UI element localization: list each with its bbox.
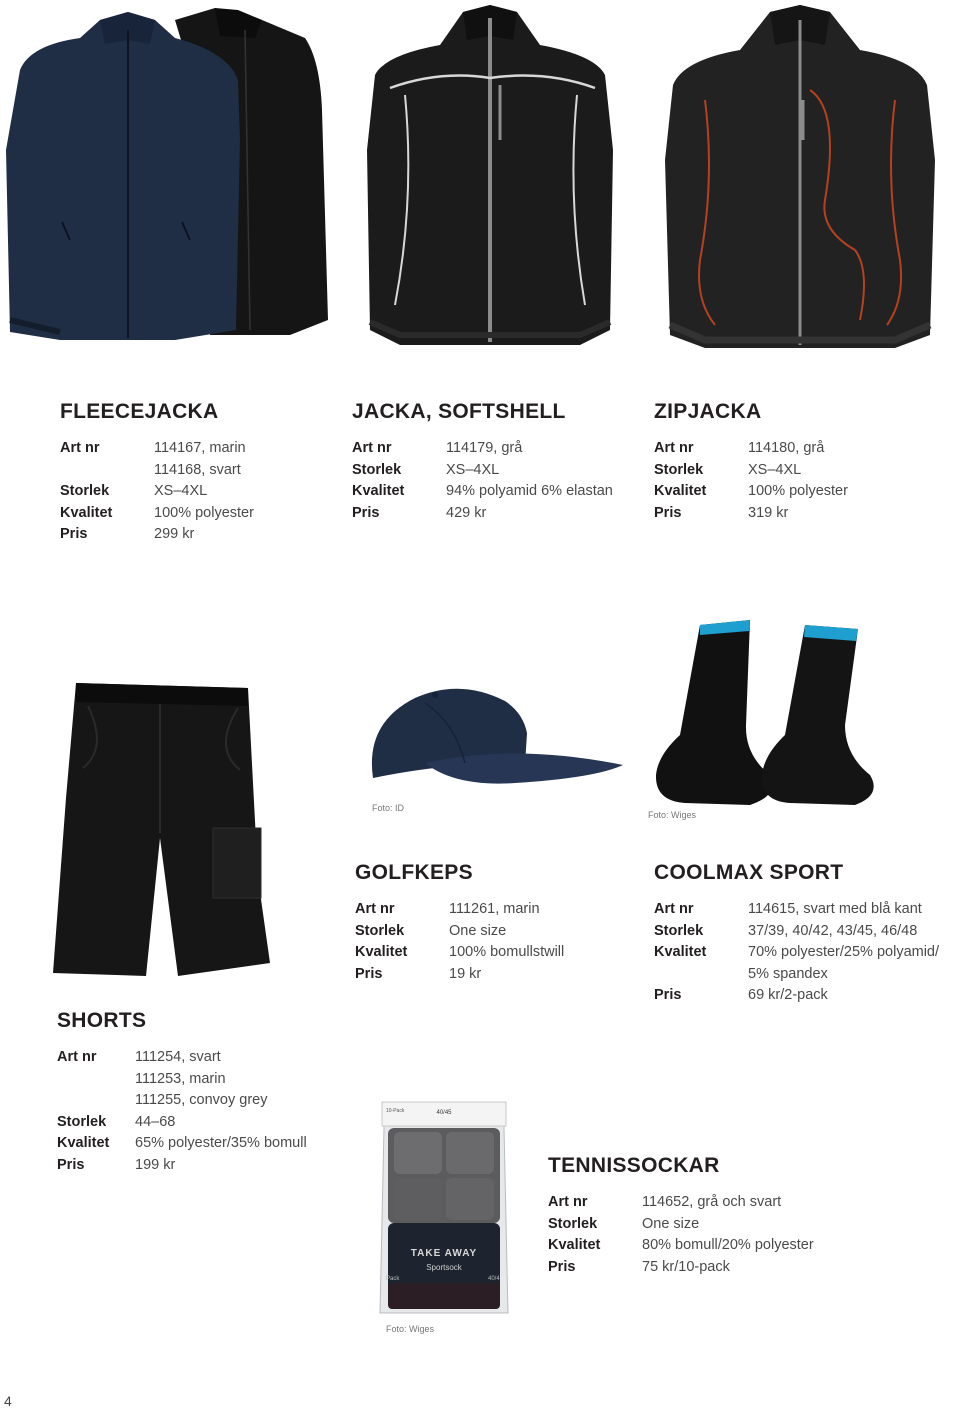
spec-row [355, 942, 564, 964]
product-title: FLEECEJACKA [60, 400, 219, 423]
spec-label [60, 460, 154, 482]
spec-label: Kvalitet [60, 504, 113, 521]
product-title: SHORTS [57, 1009, 147, 1032]
spec-row [654, 503, 848, 525]
product-golfkeps [355, 861, 564, 985]
spec-label: Storlek [548, 1215, 598, 1232]
spec-value: 69 kr/2-pack [748, 987, 828, 1003]
spec-label [57, 1090, 135, 1112]
spec-label: Storlek [57, 1113, 107, 1130]
spec-row [654, 438, 848, 460]
package-corner-top: 40/45 [436, 1110, 452, 1116]
product-fleecejacka [60, 400, 254, 546]
spec-value: 111253, marin [135, 1070, 226, 1087]
package-brand: TAKE AWAY [410, 1248, 478, 1259]
spec-value: One size [642, 1215, 700, 1232]
spec-value: 100% polyester [748, 483, 848, 499]
spec-value: 114167, marin [154, 440, 246, 456]
spec-label: Art nr [654, 901, 694, 917]
spec-row [355, 921, 564, 943]
spec-value: 429 kr [446, 504, 487, 521]
package-corner-bottom-left: Pack [386, 1276, 400, 1282]
spec-value: 37/39, 40/42, 43/45, 46/48 [748, 922, 918, 939]
spec-label: Kvalitet [654, 944, 707, 960]
spec-value: 100% bomullstwill [449, 944, 565, 960]
spec-label [654, 964, 748, 986]
spec-label: Art nr [654, 440, 694, 456]
spec-row [57, 1133, 307, 1155]
spec-row [654, 942, 939, 964]
spec-value: 114168, svart [154, 461, 241, 478]
spec-label: Art nr [352, 440, 392, 456]
photo-credit: Foto: Wiges [648, 810, 697, 820]
spec-value: 114615, svart med blå kant [748, 901, 922, 917]
spec-row [654, 481, 848, 503]
spec-value: 94% polyamid 6% elastan [446, 483, 613, 499]
spec-value: 114179, grå [446, 440, 523, 456]
spec-value: XS–4XL [748, 461, 802, 478]
coolmax-socks-image [650, 615, 882, 810]
spec-row [352, 503, 613, 525]
spec-label: Pris [654, 987, 682, 1003]
spec-value: 299 kr [154, 526, 195, 542]
spec-row [654, 899, 939, 921]
spec-label: Storlek [654, 922, 704, 939]
package-corner-bottom-right: 40/4 [488, 1276, 500, 1282]
spec-row [355, 899, 564, 921]
spec-label: Pris [355, 965, 383, 982]
product-softshell [352, 400, 613, 524]
spec-row [60, 460, 254, 482]
spec-value: 199 kr [135, 1156, 176, 1173]
spec-label: Storlek [355, 922, 405, 939]
product-title: TENNISSOCKAR [548, 1154, 720, 1177]
spec-row [352, 481, 613, 503]
spec-label: Pris [548, 1258, 576, 1275]
spec-label [57, 1069, 135, 1091]
spec-label: Storlek [352, 461, 402, 478]
spec-label: Kvalitet [654, 483, 707, 499]
spec-value: 111254, svart [135, 1049, 221, 1065]
spec-label: Pris [60, 526, 88, 542]
spec-label: Art nr [57, 1049, 97, 1065]
spec-row [355, 964, 564, 986]
spec-row [352, 438, 613, 460]
spec-row [352, 460, 613, 482]
spec-value: 65% polyester/35% bomull [135, 1135, 307, 1151]
spec-label: Art nr [60, 440, 100, 456]
page-number: 4 [4, 1393, 12, 1409]
product-tennissockar [548, 1154, 814, 1278]
spec-row [57, 1090, 307, 1112]
spec-row [57, 1112, 307, 1134]
spec-row [548, 1235, 814, 1257]
spec-value: XS–4XL [154, 483, 208, 499]
tennis-socks-package-image [378, 1098, 510, 1318]
spec-value: 114652, grå och svart [642, 1194, 782, 1210]
spec-row [654, 460, 848, 482]
spec-label: Kvalitet [355, 944, 408, 960]
spec-label: Storlek [654, 461, 704, 478]
spec-value: 100% polyester [154, 504, 254, 521]
spec-label: Art nr [548, 1194, 588, 1210]
spec-value: 319 kr [748, 504, 789, 521]
spec-value: 111261, marin [449, 901, 540, 917]
spec-label: Kvalitet [352, 483, 405, 499]
spec-value: 5% spandex [748, 965, 828, 982]
shorts-image [48, 678, 270, 978]
spec-value: 80% bomull/20% polyester [642, 1237, 814, 1253]
spec-row [548, 1257, 814, 1279]
spec-label: Pris [352, 504, 380, 521]
spec-value: 19 kr [449, 965, 482, 982]
spec-row [548, 1214, 814, 1236]
spec-value: XS–4XL [446, 461, 500, 478]
product-shorts [57, 1009, 307, 1176]
spec-row [548, 1192, 814, 1214]
spec-label: Art nr [355, 901, 395, 917]
product-title: ZIPJACKA [654, 400, 762, 423]
spec-label: Storlek [60, 483, 110, 499]
spec-value: 44–68 [135, 1113, 176, 1130]
spec-row [60, 438, 254, 460]
spec-row [654, 964, 939, 986]
spec-value: 111255, convoy grey [135, 1092, 268, 1108]
spec-label: Pris [57, 1156, 85, 1173]
spec-label: Kvalitet [57, 1135, 110, 1151]
golf-cap-image [365, 683, 625, 793]
spec-label: Kvalitet [548, 1237, 601, 1253]
product-coolmax [654, 861, 939, 1007]
spec-value: 70% polyester/25% polyamid/ [748, 944, 940, 960]
product-title: GOLFKEPS [355, 861, 473, 884]
spec-row [57, 1155, 307, 1177]
photo-credit: Foto: Wiges [386, 1324, 435, 1334]
spec-row [654, 985, 939, 1007]
spec-value: One size [449, 922, 507, 939]
spec-value: 114180, grå [748, 440, 825, 456]
fleece-jacket-image [0, 0, 335, 345]
package-product: Sportsock [426, 1263, 462, 1272]
product-zipjacka [654, 400, 848, 524]
spec-value: 75 kr/10-pack [642, 1258, 730, 1275]
spec-row [57, 1069, 307, 1091]
spec-row [60, 481, 254, 503]
spec-row [60, 524, 254, 546]
spec-row [654, 921, 939, 943]
spec-row [57, 1047, 307, 1069]
zip-jacket-image [645, 0, 960, 350]
product-title: JACKA, SOFTSHELL [352, 400, 566, 423]
spec-label: Pris [654, 504, 682, 521]
product-title: COOLMAX SPORT [654, 861, 844, 884]
package-corner-left: 10-Pack [386, 1108, 405, 1114]
softshell-jacket-image [345, 0, 635, 350]
spec-row [60, 503, 254, 525]
photo-credit: Foto: ID [372, 803, 405, 813]
